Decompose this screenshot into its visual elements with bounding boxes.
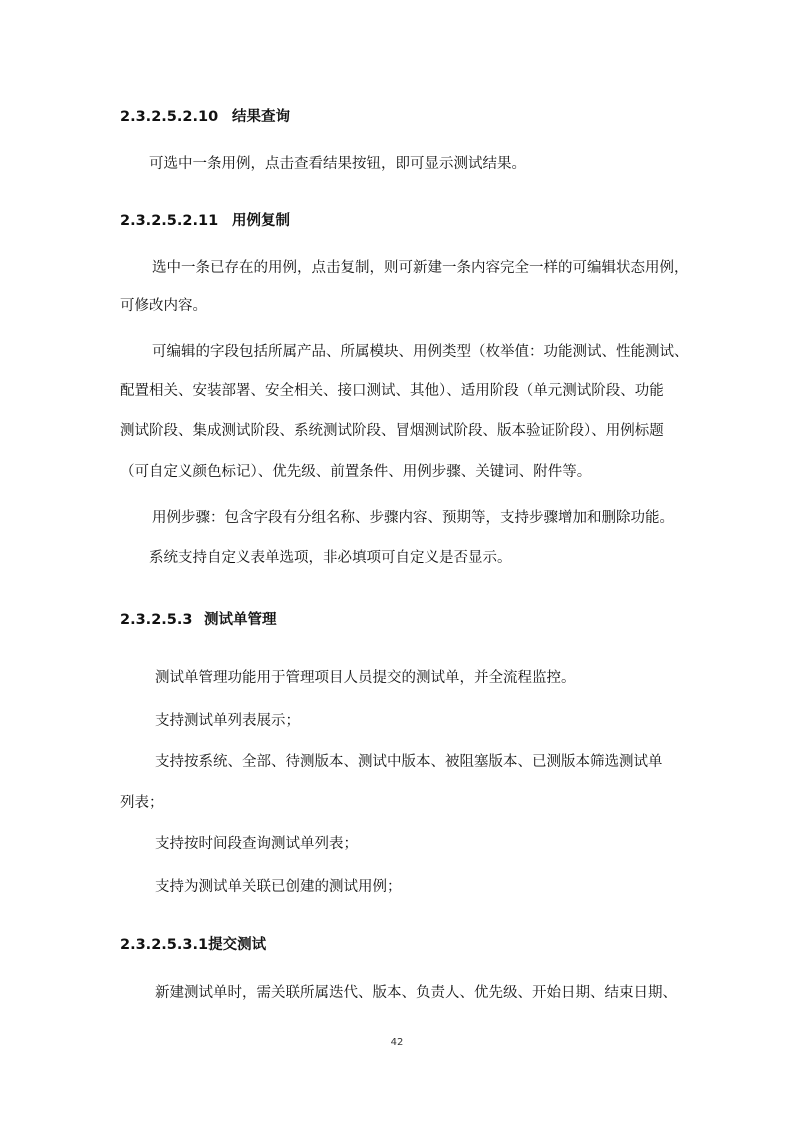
paragraph-line: 选中一条已存在的用例，点击复制，则可新建一条内容完全一样的可编辑状态用例， [152, 260, 689, 276]
section-number: 2.3.2.5.3.1 [120, 937, 209, 953]
section-heading-case-copy [120, 211, 290, 231]
paragraph-line: 系统支持自定义表单选项，非必填项可自定义是否显示。 [149, 550, 512, 566]
section-number: 2.3.2.5.2.11 [120, 213, 219, 229]
paragraph-line: 用例步骤：包含字段有分组名称、步骤内容、预期等，支持步骤增加和删除功能。 [152, 510, 674, 526]
paragraph-line: 测试单管理功能用于管理项目人员提交的测试单，并全流程监控。 [155, 670, 576, 686]
section-heading-result-query [120, 107, 290, 127]
section-number: 2.3.2.5.3 [120, 612, 193, 628]
paragraph-line: 支持按时间段查询测试单列表； [155, 836, 358, 852]
section-heading-submit-test [120, 935, 266, 955]
section-number: 2.3.2.5.2.10 [120, 109, 219, 125]
paragraph-line: 配置相关、安装部署、安全相关、接口测试、其他）、适用阶段（单元测试阶段、功能 [120, 383, 664, 399]
paragraph-line: 可选中一条用例，点击查看结果按钮，即可显示测试结果。 [149, 156, 526, 172]
section-title: 提交测试 [208, 937, 267, 953]
paragraph-line: （可自定义颜色标记）、优先级、前置条件、用例步骤、关键词、附件等。 [120, 464, 592, 480]
paragraph-line: 可编辑的字段包括所属产品、所属模块、用例类型（枚举值：功能测试、性能测试、 [152, 344, 689, 360]
paragraph-line: 支持为测试单关联已创建的测试用例； [155, 879, 402, 895]
section-heading-test-order-management [120, 610, 277, 630]
section-title: 结果查询 [232, 109, 290, 125]
section-title: 用例复制 [232, 213, 290, 229]
paragraph-line: 列表； [120, 795, 164, 811]
paragraph-line: 测试阶段、集成测试阶段、系统测试阶段、冒烟测试阶段、版本验证阶段）、用例标题 [120, 423, 664, 439]
page-number: 42 [390, 1037, 404, 1048]
section-title: 测试单管理 [204, 612, 277, 628]
paragraph-line: 支持测试单列表展示； [155, 713, 300, 729]
paragraph-line: 支持按系统、全部、待测版本、测试中版本、被阻塞版本、已测版本筛选测试单 [155, 754, 663, 770]
paragraph-line: 新建测试单时，需关联所属迭代、版本、负责人、优先级、开始日期、结束日期、 [155, 985, 677, 1001]
paragraph-line: 可修改内容。 [120, 298, 207, 314]
